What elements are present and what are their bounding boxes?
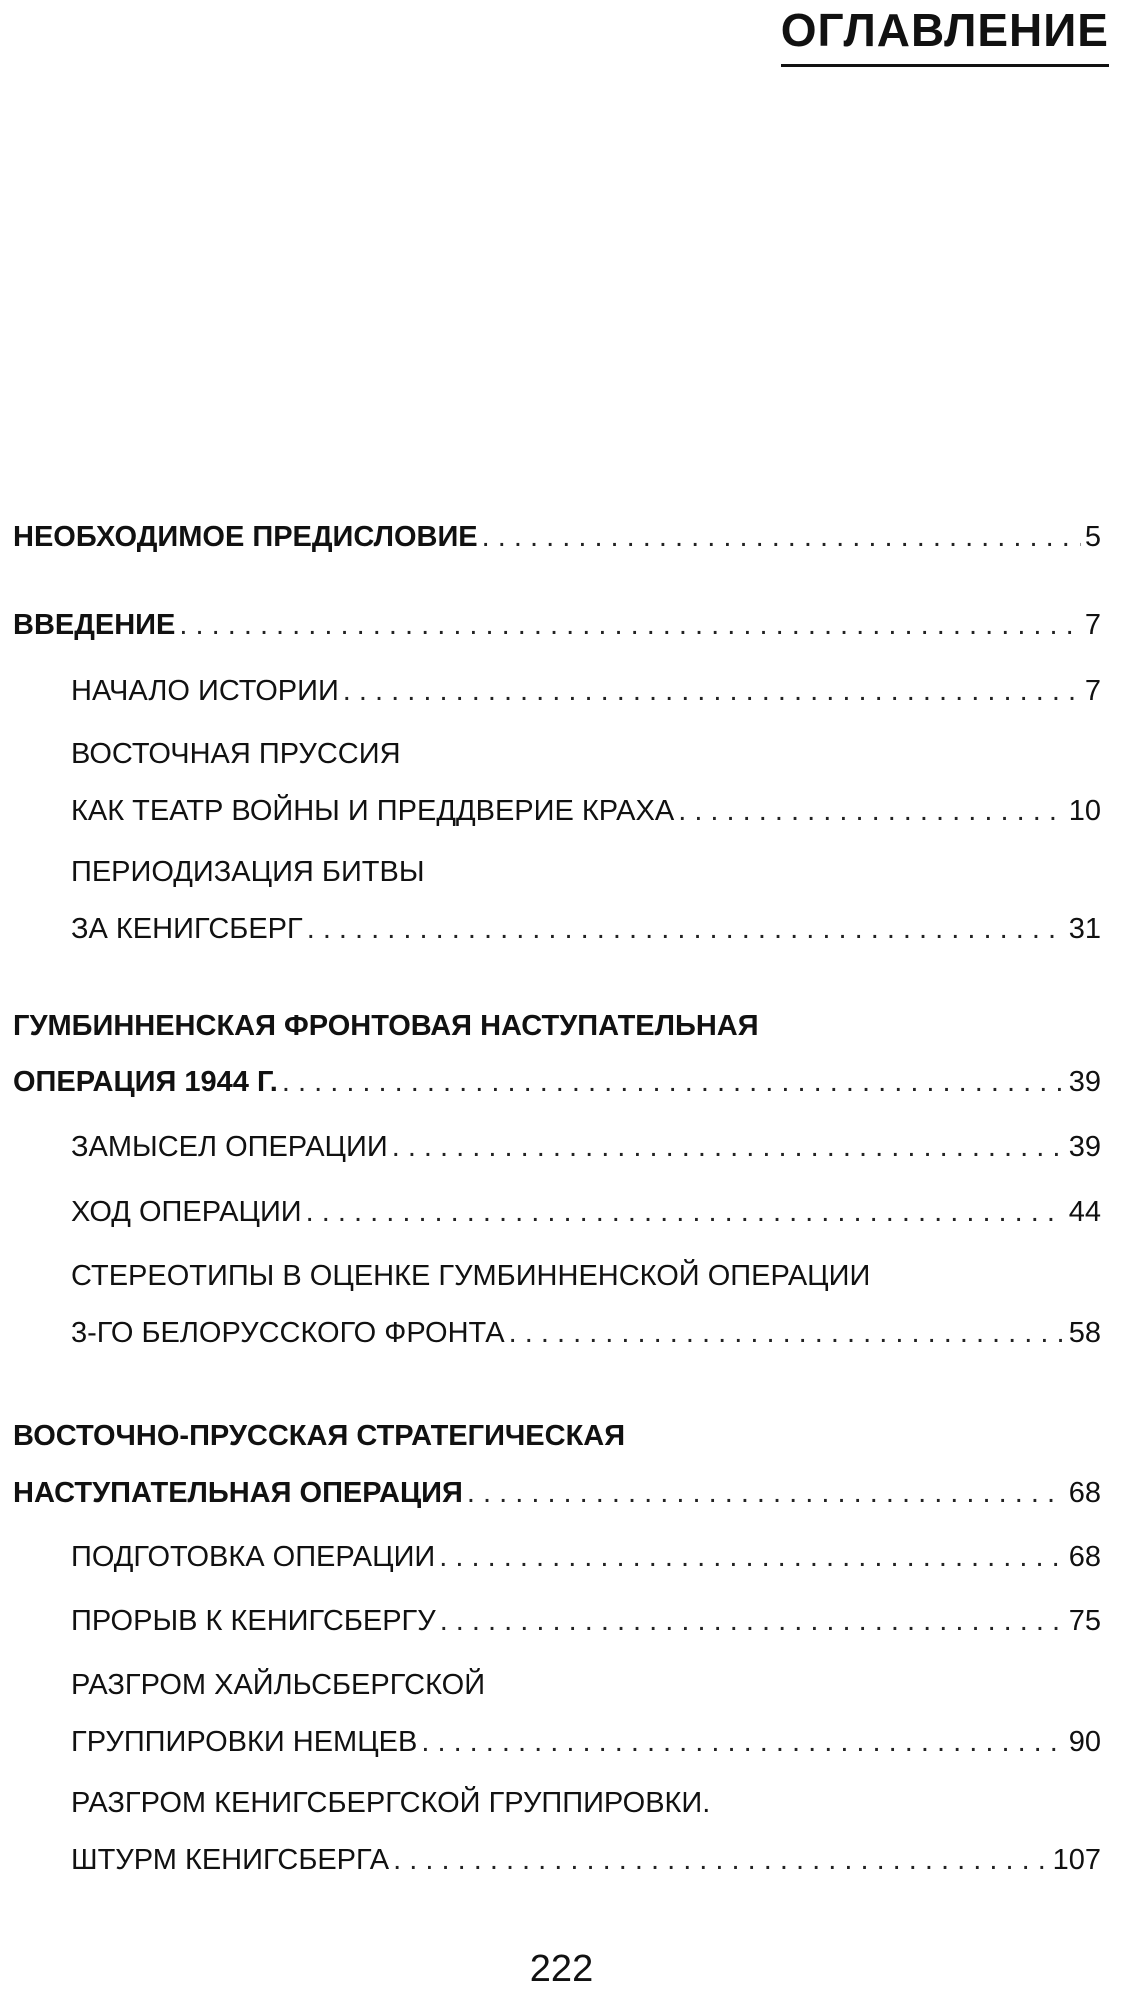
toc-entry-line (0, 1838, 1101, 1882)
toc-entry-line (0, 515, 1101, 559)
toc-entry-title: 3-ГО БЕЛОРУССКОГО ФРОНТА (71, 1317, 505, 1349)
toc-entry-line (0, 603, 1101, 647)
toc-entry-title: НЕОБХОДИМОЕ ПРЕДИСЛОВИЕ (13, 521, 478, 553)
toc-entry-page: 39 (1068, 1131, 1101, 1163)
toc-entry-line (0, 1414, 1101, 1458)
toc-entry-line (0, 732, 1101, 776)
toc-entry-line (0, 1781, 1101, 1825)
toc-entry-page: 39 (1068, 1066, 1101, 1098)
toc-entry-title: ОПЕРАЦИЯ 1944 Г. (13, 1066, 278, 1098)
dot-leader (509, 1311, 1065, 1355)
toc-entry-line (0, 1060, 1101, 1104)
toc-entry-title: ВОСТОЧНО-ПРУССКАЯ СТРАТЕГИЧЕСКАЯ (13, 1420, 626, 1452)
toc-entry-line (0, 1254, 1101, 1298)
toc-entry-title: ВОСТОЧНАЯ ПРУССИЯ (71, 738, 401, 770)
toc-entry-title: РАЗГРОМ ХАЙЛЬСБЕРГСКОЙ (71, 1669, 486, 1701)
toc-entry-title: НАСТУПАТЕЛЬНАЯ ОПЕРАЦИЯ (13, 1477, 463, 1509)
dot-leader (306, 1190, 1065, 1234)
toc-entry-page: 58 (1068, 1317, 1101, 1349)
toc-entry-line (0, 850, 1101, 894)
toc-entry-page: 7 (1084, 609, 1101, 641)
toc-entry-page: 68 (1068, 1477, 1101, 1509)
toc-entry-page: 10 (1068, 795, 1101, 827)
toc-entry-page: 90 (1068, 1726, 1101, 1758)
toc-entry-page: 7 (1084, 675, 1101, 707)
dot-leader (482, 515, 1081, 559)
toc-entry-title: ПРОРЫВ К КЕНИГСБЕРГУ (71, 1605, 436, 1637)
toc-entry-line (0, 1004, 1101, 1048)
toc-entry-page: 75 (1068, 1605, 1101, 1637)
toc-entry-title: ХОД ОПЕРАЦИИ (71, 1196, 302, 1228)
toc-entry-title: ВВЕДЕНИЕ (13, 609, 176, 641)
toc-entry-line (0, 1311, 1101, 1355)
toc-entry-title: ГРУППИРОВКИ НЕМЦЕВ (71, 1726, 418, 1758)
toc-entry-title: ЗА КЕНИГСБЕРГ (71, 913, 303, 945)
toc-entry-page: 44 (1068, 1196, 1101, 1228)
toc-entry-title: ШТУРМ КЕНИГСБЕРГА (71, 1844, 390, 1876)
toc-entry-line (0, 1599, 1101, 1643)
page-number: 222 (529, 1948, 594, 1990)
toc-entry-title: ЗАМЫСЕЛ ОПЕРАЦИИ (71, 1131, 388, 1163)
toc-entry-line (0, 789, 1101, 833)
dot-leader (307, 907, 1065, 951)
dot-leader (392, 1125, 1065, 1169)
toc-entry-title: СТЕРЕОТИПЫ В ОЦЕНКЕ ГУМБИННЕНСКОЙ ОПЕРАЦИИ (71, 1260, 871, 1292)
toc-entry-line (0, 907, 1101, 951)
dot-leader (393, 1838, 1048, 1882)
toc-entry-line (0, 1190, 1101, 1234)
toc-entry-title: КАК ТЕАТР ВОЙНЫ И ПРЕДДВЕРИЕ КРАХА (71, 795, 675, 827)
toc-entry-line (0, 1125, 1101, 1169)
toc-entry-page: 68 (1068, 1541, 1101, 1573)
toc-entry-title: РАЗГРОМ КЕНИГСБЕРГСКОЙ ГРУППИРОВКИ. (71, 1787, 711, 1819)
toc-entry-page: 107 (1052, 1844, 1101, 1876)
toc-entry-line (0, 1720, 1101, 1764)
page-title: ОГЛАВЛЕНИЕ (781, 2, 1109, 67)
dot-leader (179, 603, 1080, 647)
dot-leader (678, 789, 1065, 833)
toc-entry-line (0, 669, 1101, 713)
toc-entry-line (0, 1471, 1101, 1515)
toc-entry-title: НАЧАЛО ИСТОРИИ (71, 675, 339, 707)
toc-entry-page: 5 (1084, 521, 1101, 553)
toc-entry-line (0, 1663, 1101, 1707)
toc-entry-page: 31 (1068, 913, 1101, 945)
dot-leader (282, 1060, 1065, 1104)
dot-leader (467, 1471, 1065, 1515)
toc-entry-title: ПЕРИОДИЗАЦИЯ БИТВЫ (71, 856, 425, 888)
toc-entry-title: ПОДГОТОВКА ОПЕРАЦИИ (71, 1541, 436, 1573)
toc-entry-line (0, 1535, 1101, 1579)
dot-leader (343, 669, 1081, 713)
dot-leader (421, 1720, 1064, 1764)
dot-leader (440, 1599, 1065, 1643)
toc-entry-title: ГУМБИННЕНСКАЯ ФРОНТОВАЯ НАСТУПАТЕЛЬНАЯ (13, 1010, 759, 1042)
dot-leader (439, 1535, 1064, 1579)
